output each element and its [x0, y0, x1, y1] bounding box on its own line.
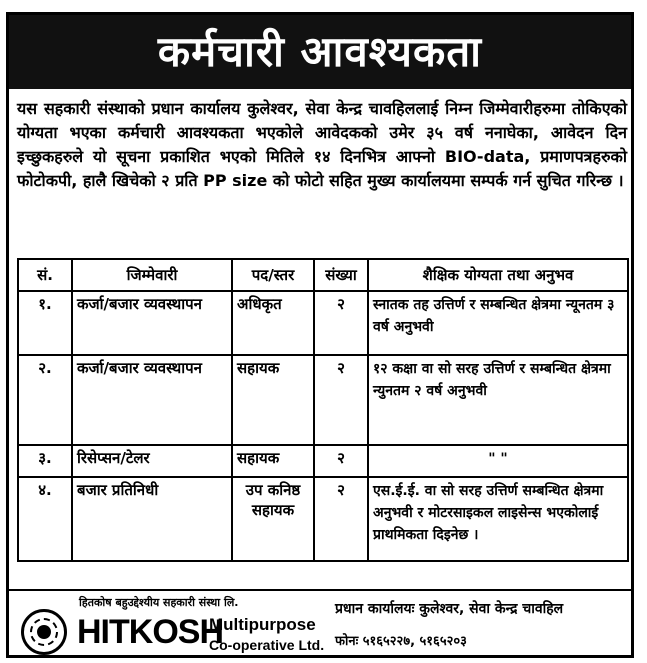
- row-role: कर्जा/बजार व्यवस्थापन: [72, 291, 232, 355]
- header-qualification: शैक्षिक योग्यता तथा अनुभव: [368, 259, 628, 291]
- row-role: रिसेप्सन/टेलर: [72, 445, 232, 477]
- row-level: सहायक: [232, 355, 314, 445]
- row-qualification: " ": [368, 445, 628, 477]
- header-role: जिम्मेवारी: [72, 259, 232, 291]
- row-serial: १.: [18, 291, 72, 355]
- brand-subtitle-2: Co-operative Ltd.: [209, 637, 325, 653]
- table-row: [18, 445, 628, 477]
- requirements-table: [17, 258, 629, 562]
- header-level: पद/स्तर: [232, 259, 314, 291]
- notice-title: कर्मचारी आवश्यकता: [9, 15, 631, 89]
- table-row: [18, 291, 628, 355]
- brand-name: HITKOSH: [77, 613, 223, 651]
- job-notice: [6, 12, 634, 658]
- row-role: बजार प्रतिनिधी: [72, 477, 232, 561]
- row-level: अधिकृत: [232, 291, 314, 355]
- row-serial: ३.: [18, 445, 72, 477]
- row-level: सहायक: [232, 445, 314, 477]
- row-level: उप कनिष्ठ सहायक: [232, 477, 314, 561]
- row-qualification: १२ कक्षा वा सो सरह उत्तिर्ण र सम्बन्धित क्षेत्रमा न्युनतम २ वर्ष अनुभवी: [368, 355, 628, 445]
- table-row: [18, 477, 628, 561]
- row-count: २: [314, 477, 368, 561]
- brand-subtitle-1: Multipurpose: [209, 615, 316, 634]
- notice-intro-text: यस सहकारी संस्थाको प्रधान कार्यालय कुलेश्वर, सेवा केन्द्र चावहिललाई निम्न जिम्मेवारीहरुमा तोकिएको योग्यता भएका कर्मचारी आवश्यकता भएकोले आवेदकको उमेर ३५ वर्ष ननाघेका, आवेदन दिन इच्छुकहरुले यो सूचना प्रकाशित भएको मितिले १४ दिनभित्र आफ्नो BIO-data, प्रमाणपत्रहरुको फोटोकपी, हालै खिचेको २ प्रति PP size को फोटो सहित मुख्य कार्यालयमा सम्पर्क गर्न सुचित गरिन्छ ।: [17, 99, 627, 190]
- row-count: २: [314, 291, 368, 355]
- row-role: कर्जा/बजार व्यवस्थापन: [72, 355, 232, 445]
- org-name-nepali: हितकोष बहुउद्देश्यीय सहकारी संस्था लि.: [79, 596, 239, 609]
- office-phone: फोनः ५१६५२२७, ५१६५२०३: [335, 634, 467, 649]
- row-qualification: स्नातक तह उत्तिर्ण र सम्बन्धित क्षेत्रमा न्यूनतम ३ वर्ष अनुभवी: [368, 291, 628, 355]
- table-row: [18, 355, 628, 445]
- row-serial: २.: [18, 355, 72, 445]
- cooperative-seal-icon: [21, 609, 67, 655]
- row-serial: ४.: [18, 477, 72, 561]
- table-header-row: [18, 259, 628, 291]
- header-serial: सं.: [18, 259, 72, 291]
- notice-footer: [9, 589, 631, 661]
- office-address: प्रधान कार्यालयः कुलेश्वर, सेवा केन्द्र चावहिल: [335, 601, 564, 617]
- header-count: संख्या: [314, 259, 368, 291]
- row-qualification: एस.ई.ई. वा सो सरह उत्तिर्ण सम्बन्धित क्षेत्रमा अनुभवी र मोटरसाइकल लाइसेन्स भएकोलाई प्राथमिकता दिइनेछ ।: [368, 477, 628, 561]
- row-count: २: [314, 445, 368, 477]
- row-count: २: [314, 355, 368, 445]
